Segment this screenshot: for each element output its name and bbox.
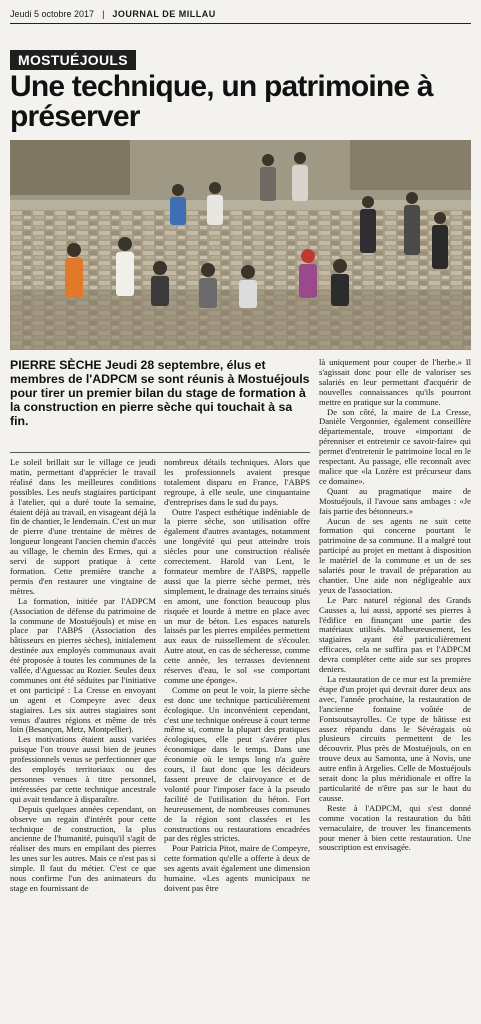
lede-kicker: PIERRE SÈCHE	[10, 358, 102, 372]
article-body	[10, 358, 471, 1024]
article-photo	[10, 140, 471, 350]
paragraph: Comme on peut le voir, la pierre sèche est donc une technique particulièrement écologique. Un inconvénient cependant, c'est une technique onéreuse à court terme même si, comme la plupart des pratiques écologiques, elle peut s'avérer plus économique dans le temps. Dans une économie où le temps long n'a guère cours, il faut donc que les décideurs fassent preuve de clairvoyance et de volonté pour l'imposer face à la pseudo facilité de l'utilisation du béton. Fort heureusement, de nombreuses communes de la région sont classées et les constructions ou restaurations encadrées par des règles strictes.	[164, 684, 310, 844]
paragraph: La restauration de ce mur est la première étape d'un projet qui devrait durer deux ans avec, l'année prochaine, la restauration de l'ancienne fontaine voûtée de Fontsoutsayrolles. Ce type de bâtisse est assez répandu dans le Sévéragais où plusieurs circuits permettent de les découvrir. Plus près de Mostuéjouls, on en trouve deux au Samonta, une à Novis, une autre enfin à Argelies. Celle de Mostuéjouls serait donc la plus méridionale et offre la particularité de n'être pas sur le haut du causse.	[319, 674, 471, 803]
paragraph: Aucun de ses agents ne suit cette formation qui concerne pourtant le patrimoine de sa commune. Il a malgré tout participé au projet en mettant à disposition le matériel de la commune et un de ses salariés pour le travail de préparation au chantier. Une aide non négligeable aux yeux de l'association.	[319, 515, 471, 595]
section-rubric: MOSTUÉJOULS	[10, 50, 136, 70]
paragraph: Reste à l'ADPCM, qui s'est donné comme vocation la restauration du bâti vernaculaire, de trouver les financements pour mener à bien cette restauration. Une souscription est envisagée.	[319, 802, 471, 853]
text-column-1	[10, 458, 156, 894]
group-photo-illustration	[10, 140, 471, 350]
text-column-3	[319, 358, 471, 853]
issue-date: Jeudi 5 octobre 2017	[10, 9, 95, 19]
running-head	[10, 8, 471, 24]
paragraph: Depuis quelques années cependant, on observe un regain d'intérêt pour cette technique de construction, la plus ancienne de l'humanité, puisqu'il s'agit de réaliser des murs en empilant des pierres les unes sur les autres. Mais ce n'est pas si simple. Il faut du métier. C'est ce que nous confirme l'un des animateurs du stage en fournissant de	[10, 803, 156, 893]
paragraph: La formation, initiée par l'ADPCM (Association de défense du patrimoine de la commune de Mostuéjouls) et mise en place par l'ABPS (Association des bâtisseurs en pierres sèches), initialement destinée aux employés communaux avait été proposée à toutes les communes de la vallée, d'Aguessac au Rozier. Seules deux communes ont été séduites par l'initiative et ont participé : La Cresse en envoyant un agent et Compeyre avec deux stagiaires. Les six autres stagiaires sont venus d'autres régions et même de très loin (Besançon, Metz, Montpellier).	[10, 595, 156, 735]
paragraph: Le Parc naturel régional des Grands Causses a, lui aussi, apporté ses pierres à l'édifice en finançant une partie des matériaux utilisés. Malheureusement, les stagiaires ayant été particulièrement efficaces, cela ne suffira pas et l'ADPCM devra compléter cette aide sur ses propres deniers.	[319, 594, 471, 675]
paragraph: Les motivations étaient aussi variées puisque l'on trouve aussi bien de jeunes professionnels venus se perfectionner que des employés territoriaux ou des personnes venues à titre personnel, intéressées par cette technique ancestrale qui avait tendance à disparaître.	[10, 734, 156, 804]
article-headline: Une technique, un patrimoine à préserver	[10, 70, 433, 133]
paragraph: Quant au pragmatique maire de Mostuéjouls, il l'avoue sans ambages : «Je fais partie des bétonneurs.»	[319, 485, 471, 516]
running-head-separator: |	[102, 9, 105, 19]
paragraph: Outre l'aspect esthétique indéniable de la pierre sèche, son utilisation offre également d'autres avantages, notamment une longévité qui peut atteindre trois siècles pour une construction réalisée correctement. Harold van Lent, le formateur membre de l'ABPS, rappelle aussi que la pierre sèche permet, très simplement, le drainage des terrains situés en amont, une fonction beaucoup plus risquée et lourde à mettre en place avec un mur de béton. Les espaces naturels laissés par les pierres empilées permettent aux eaux de ruissellement de s'écouler. Autre atout, en cas de sécheresse, comme cette année, les terrasses deviennent réserves d'eau, le sol «se comportant comme une éponge».	[164, 506, 310, 685]
text-column-2	[164, 458, 310, 894]
lede-text: Jeudi 28 septembre, élus et membres de l'ADPCM se sont réunis à Mostuéjouls pour tirer un premier bilan du stage de formation à la construction en pierre sèche qui touchait à sa fin.	[10, 358, 310, 428]
paragraph: nombreux détails techniques. Alors que les professionnels avaient presque totalement disparu en France, l'ABPS regroupe, à elle seule, une cinquantaine d'entreprises dans le sud du pays.	[164, 457, 310, 507]
lede-divider	[10, 452, 310, 453]
paragraph: là uniquement pour couper de l'herbe.» Il s'agissait donc pour elle de valoriser ses salariés en leur permettant d'acquérir de nouvelles connaissances qu'ils pourront mettre en pratique sur la commune.	[319, 357, 471, 407]
paragraph: Le soleil brillait sur le village ce jeudi matin, permettant d'apprécier le travail réalisé dans les meilleures conditions possibles. Les neufs stagiaires participant à l'atelier, qui a duré toute la semaine, étaient déjà au travail, en visageant déjà la fin de chantier, le lendemain. C'est un mur de pierre d'une trentaine de mètres de longueur longeant l'ancien chemin d'accès au village, le chemin des Ermes, qui a servi de support pratique à cette formation. Cette première tranche a permis d'en restaurer une vingtaine de mètres.	[10, 457, 156, 596]
paragraph: De son côté, la maire de La Cresse, Danièle Vergonnier, également conseillère départementale, trouve «important de pérenniser et entretenir ce savoir-faire» qui permet d'entretenir le patrimoine local en le respectant. Au passage, elle reconnaît avec malice que «la Lozère est précurseur dans ce domaine».	[319, 406, 471, 486]
journal-name: JOURNAL DE MILLAU	[112, 9, 216, 19]
article-lede	[10, 358, 310, 428]
paragraph: Pour Patricia Pitot, maire de Compeyre, cette formation qu'elle a offerte à deux de ses agents avait également une dimension humaine. «Les agents municipaux ne doivent pas être	[164, 843, 310, 893]
